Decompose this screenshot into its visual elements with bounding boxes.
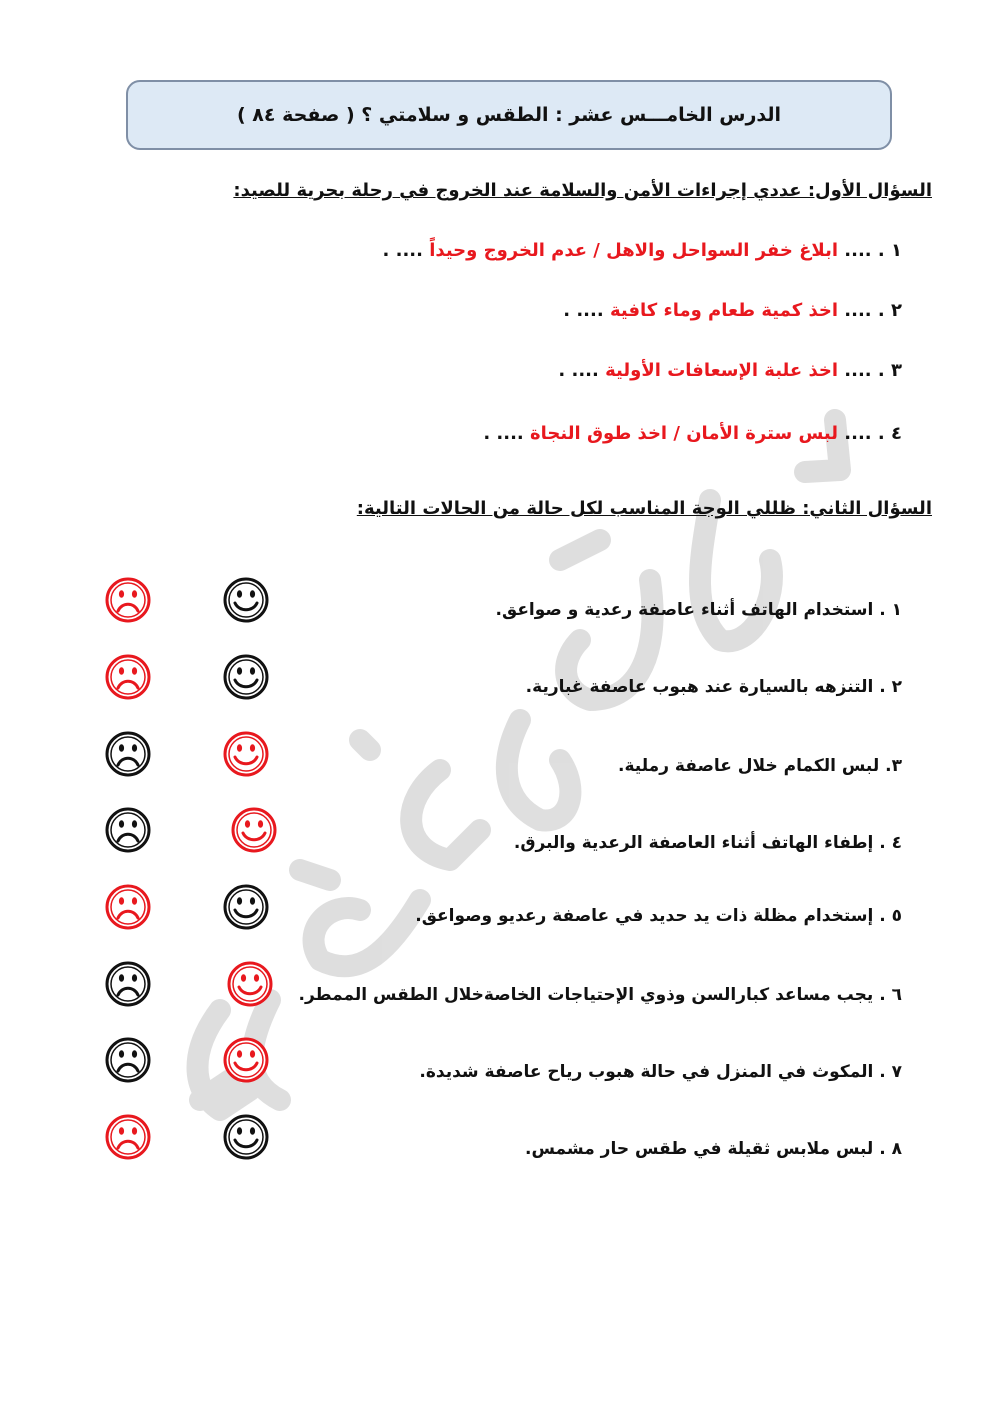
smiley-face-icon[interactable]: [222, 883, 270, 931]
answer-number: ٤ .: [877, 423, 902, 444]
sad-face-icon[interactable]: [104, 653, 152, 701]
sad-face-icon[interactable]: [104, 960, 152, 1008]
answer-lead-dots: ....: [838, 423, 878, 444]
answer-number: ٣ .: [877, 360, 902, 381]
answer-text: ابلاغ خفر السواحل والاهل / عدم الخروج وحيداً: [429, 240, 838, 261]
answer-lead-dots: ....: [838, 360, 878, 381]
answer-lead-dots: ....: [838, 300, 878, 321]
case-item-4: ٤ . إطفاء الهاتف أثناء العاصفة الرعدية والبرق.: [513, 833, 902, 853]
answer-text: لبس سترة الأمان / اخذ طوق النجاة: [530, 423, 838, 444]
smiley-face-icon[interactable]: [222, 1113, 270, 1161]
sad-face-icon[interactable]: [104, 1036, 152, 1084]
smiley-face-icon[interactable]: [222, 576, 270, 624]
answer-tail-dots: .... .: [483, 423, 531, 444]
smiley-face-icon[interactable]: [226, 960, 274, 1008]
lesson-title: الدرس الخامـــس عشر : الطقس و سلامتي ؟ ( صفحة ٨٤ ): [236, 104, 782, 126]
case-item-5: ٥ . إستخدام مظلة ذات يد حديد في عاصفة رعديو وصواعق.: [415, 906, 902, 926]
sad-face-icon[interactable]: [104, 576, 152, 624]
sad-face-icon[interactable]: [104, 730, 152, 778]
answer-tail-dots: .... .: [563, 300, 610, 321]
answer-line-2: [563, 300, 902, 321]
answer-line-3: [558, 360, 902, 381]
answer-line-1: [383, 240, 902, 261]
answer-text: اخذ كمية طعام وماء كافية: [609, 300, 838, 321]
answer-number: ٢ .: [877, 300, 902, 321]
case-item-1: ١ . استخدام الهاتف أثناء عاصفة رعدية و صواعق.: [495, 600, 902, 620]
answer-number: ١ .: [877, 240, 902, 261]
sad-face-icon[interactable]: [104, 1113, 152, 1161]
case-item-3: ٣. لبس الكمام خلال عاصفة رملية.: [618, 756, 902, 776]
sad-face-icon[interactable]: [104, 806, 152, 854]
smiley-face-icon[interactable]: [222, 653, 270, 701]
smiley-face-icon[interactable]: [222, 1036, 270, 1084]
sad-face-icon[interactable]: [104, 883, 152, 931]
question1-heading: السؤال الأول: عددي إجراءات الأمن والسلامة عند الخروج في رحلة بحرية للصيد:: [233, 180, 932, 201]
answer-text: اخذ علبة الإسعافات الأولية: [605, 360, 838, 381]
case-item-2: ٢ . التنزهه بالسيارة عند هبوب عاصفة غبارية.: [525, 677, 902, 697]
answer-tail-dots: .... .: [382, 240, 430, 261]
answer-line-4: [483, 423, 902, 444]
answer-lead-dots: ....: [838, 240, 878, 261]
answer-tail-dots: .... .: [558, 360, 606, 381]
question2-heading: السؤال الثاني: ظللي الوجة المناسب لكل حالة من الحالات التالية:: [356, 498, 932, 519]
case-item-8: ٨ . لبس ملابس ثقيلة في طقس حار مشمس.: [525, 1139, 902, 1159]
smiley-face-icon[interactable]: [222, 730, 270, 778]
case-item-6: ٦ . يجب مساعد كبارالسن وذوي الإحتياجات الخاصةخلال الطقس الممطر.: [298, 985, 902, 1005]
smiley-face-icon[interactable]: [230, 806, 278, 854]
case-item-7: ٧ . المكوث في المنزل في حالة هبوب رياح عاصفة شديدة.: [419, 1062, 902, 1082]
lesson-title-box: [126, 80, 892, 150]
